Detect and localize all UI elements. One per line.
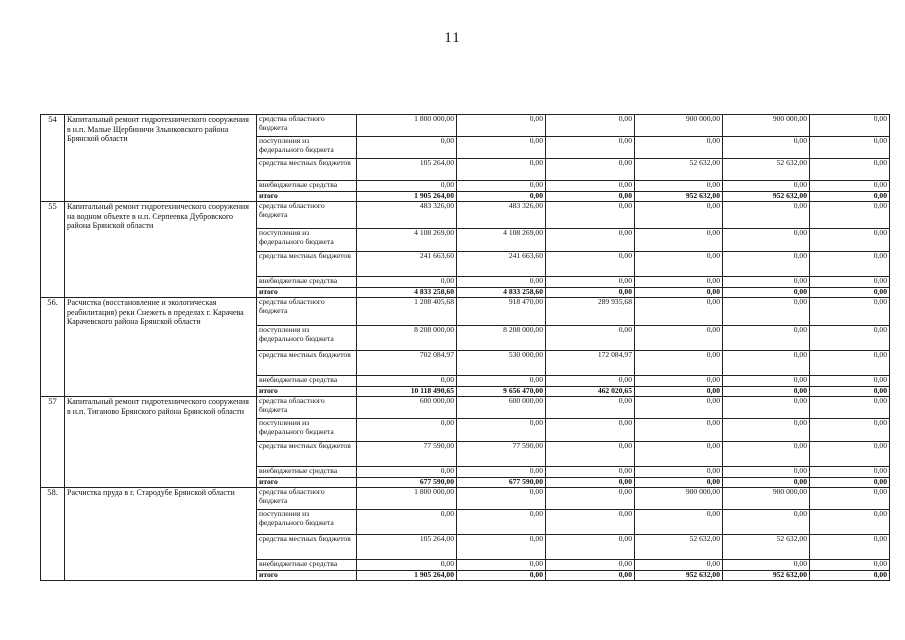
budget-table bbox=[40, 114, 890, 581]
amount-cell: 677 590,00 bbox=[457, 478, 546, 488]
funding-source: внебюджетные средства bbox=[257, 376, 357, 387]
funding-source: поступления из федерального бюджета bbox=[257, 326, 357, 351]
amount-cell: 0,00 bbox=[357, 181, 457, 192]
amount-cell: 241 663,60 bbox=[357, 252, 457, 277]
amount-cell: 0,00 bbox=[723, 376, 810, 387]
table-row bbox=[41, 115, 890, 137]
funding-source: внебюджетные средства bbox=[257, 277, 357, 288]
amount-cell: 900 000,00 bbox=[723, 115, 810, 137]
amount-cell: 0,00 bbox=[357, 467, 457, 478]
project-number: 56. bbox=[41, 298, 65, 397]
amount-cell: 0,00 bbox=[723, 419, 810, 442]
page-number: 11 bbox=[444, 30, 461, 46]
amount-cell: 1 905 264,00 bbox=[357, 192, 457, 202]
amount-cell: 0,00 bbox=[723, 442, 810, 467]
amount-cell: 0,00 bbox=[635, 277, 723, 288]
amount-cell: 52 632,00 bbox=[635, 535, 723, 560]
amount-cell: 0,00 bbox=[546, 419, 635, 442]
amount-cell: 0,00 bbox=[635, 298, 723, 326]
funding-source: итого bbox=[257, 387, 357, 397]
amount-cell: 0,00 bbox=[635, 478, 723, 488]
amount-cell: 0,00 bbox=[457, 159, 546, 181]
funding-source: средства местных бюджетов bbox=[257, 351, 357, 376]
amount-cell: 952 632,00 bbox=[635, 192, 723, 202]
amount-cell: 0,00 bbox=[546, 252, 635, 277]
project-number: 57 bbox=[41, 397, 65, 488]
amount-cell: 0,00 bbox=[723, 288, 810, 298]
amount-cell: 918 470,00 bbox=[457, 298, 546, 326]
amount-cell: 0,00 bbox=[810, 571, 890, 581]
project-number: 55 bbox=[41, 202, 65, 298]
amount-cell: 0,00 bbox=[723, 397, 810, 419]
funding-source: итого bbox=[257, 288, 357, 298]
amount-cell: 0,00 bbox=[546, 137, 635, 159]
amount-cell: 1 905 264,00 bbox=[357, 571, 457, 581]
amount-cell: 0,00 bbox=[810, 387, 890, 397]
funding-source: поступления из федерального бюджета bbox=[257, 229, 357, 252]
amount-cell: 1 800 000,00 bbox=[357, 115, 457, 137]
amount-cell: 8 208 000,00 bbox=[357, 326, 457, 351]
amount-cell: 900 000,00 bbox=[723, 488, 810, 510]
amount-cell: 4 833 258,60 bbox=[357, 288, 457, 298]
amount-cell: 0,00 bbox=[546, 467, 635, 478]
amount-cell: 0,00 bbox=[723, 277, 810, 288]
amount-cell: 0,00 bbox=[546, 442, 635, 467]
amount-cell: 0,00 bbox=[357, 137, 457, 159]
amount-cell: 52 632,00 bbox=[723, 535, 810, 560]
amount-cell: 0,00 bbox=[635, 252, 723, 277]
amount-cell: 0,00 bbox=[635, 442, 723, 467]
amount-cell: 0,00 bbox=[723, 510, 810, 535]
funding-source: средства областного бюджета bbox=[257, 202, 357, 229]
amount-cell: 0,00 bbox=[635, 351, 723, 376]
amount-cell: 483 326,00 bbox=[457, 202, 546, 229]
funding-source: средства областного бюджета bbox=[257, 298, 357, 326]
funding-source: итого bbox=[257, 571, 357, 581]
funding-source: внебюджетные средства bbox=[257, 467, 357, 478]
amount-cell: 105 264,00 bbox=[357, 159, 457, 181]
amount-cell: 0,00 bbox=[457, 277, 546, 288]
funding-source: поступления из федерального бюджета bbox=[257, 419, 357, 442]
amount-cell: 0,00 bbox=[810, 288, 890, 298]
amount-cell: 0,00 bbox=[546, 181, 635, 192]
amount-cell: 8 208 000,00 bbox=[457, 326, 546, 351]
amount-cell: 0,00 bbox=[635, 387, 723, 397]
amount-cell: 0,00 bbox=[723, 181, 810, 192]
amount-cell: 0,00 bbox=[457, 467, 546, 478]
amount-cell: 0,00 bbox=[810, 229, 890, 252]
project-title: Капитальный ремонт гидротехнического сооружения на водном объекте в н.п. Серпеевка Дубровского района Брянской области bbox=[65, 202, 257, 298]
amount-cell: 0,00 bbox=[810, 535, 890, 560]
amount-cell: 0,00 bbox=[810, 419, 890, 442]
amount-cell: 483 326,00 bbox=[357, 202, 457, 229]
amount-cell: 0,00 bbox=[457, 571, 546, 581]
funding-source: средства местных бюджетов bbox=[257, 252, 357, 277]
project-title: Расчистка пруда в г. Стародубе Брянской области bbox=[65, 488, 257, 581]
amount-cell: 0,00 bbox=[723, 137, 810, 159]
amount-cell: 0,00 bbox=[810, 137, 890, 159]
amount-cell: 0,00 bbox=[546, 488, 635, 510]
amount-cell: 77 590,00 bbox=[457, 442, 546, 467]
amount-cell: 600 000,00 bbox=[357, 397, 457, 419]
amount-cell: 0,00 bbox=[546, 229, 635, 252]
amount-cell: 0,00 bbox=[635, 467, 723, 478]
amount-cell: 0,00 bbox=[457, 115, 546, 137]
amount-cell: 0,00 bbox=[357, 419, 457, 442]
amount-cell: 0,00 bbox=[635, 137, 723, 159]
funding-source: средства местных бюджетов bbox=[257, 159, 357, 181]
amount-cell: 0,00 bbox=[810, 351, 890, 376]
amount-cell: 0,00 bbox=[457, 137, 546, 159]
amount-cell: 0,00 bbox=[546, 326, 635, 351]
project-title: Капитальный ремонт гидротехнического сооружения в н.п. Тиганово Брянского района Брянской области bbox=[65, 397, 257, 488]
amount-cell: 0,00 bbox=[810, 192, 890, 202]
funding-source: средства местных бюджетов bbox=[257, 535, 357, 560]
project-number: 58. bbox=[41, 488, 65, 581]
funding-source: средства местных бюджетов bbox=[257, 442, 357, 467]
funding-source: итого bbox=[257, 478, 357, 488]
amount-cell: 0,00 bbox=[810, 397, 890, 419]
amount-cell: 952 632,00 bbox=[723, 192, 810, 202]
amount-cell: 52 632,00 bbox=[635, 159, 723, 181]
amount-cell: 0,00 bbox=[635, 376, 723, 387]
amount-cell: 4 833 258,60 bbox=[457, 288, 546, 298]
amount-cell: 0,00 bbox=[723, 387, 810, 397]
amount-cell: 9 656 470,00 bbox=[457, 387, 546, 397]
amount-cell: 462 020,65 bbox=[546, 387, 635, 397]
amount-cell: 0,00 bbox=[723, 229, 810, 252]
amount-cell: 600 000,00 bbox=[457, 397, 546, 419]
funding-source: средства областного бюджета bbox=[257, 488, 357, 510]
amount-cell: 0,00 bbox=[357, 277, 457, 288]
amount-cell: 0,00 bbox=[810, 159, 890, 181]
amount-cell: 0,00 bbox=[635, 510, 723, 535]
amount-cell: 0,00 bbox=[723, 467, 810, 478]
funding-source: итого bbox=[257, 192, 357, 202]
funding-source: поступления из федерального бюджета bbox=[257, 137, 357, 159]
amount-cell: 0,00 bbox=[357, 510, 457, 535]
amount-cell: 0,00 bbox=[810, 298, 890, 326]
amount-cell: 0,00 bbox=[723, 252, 810, 277]
table-row bbox=[41, 298, 890, 326]
amount-cell: 0,00 bbox=[546, 478, 635, 488]
amount-cell: 0,00 bbox=[635, 229, 723, 252]
amount-cell: 0,00 bbox=[810, 478, 890, 488]
funding-source: поступления из федерального бюджета bbox=[257, 510, 357, 535]
amount-cell: 0,00 bbox=[635, 202, 723, 229]
amount-cell: 0,00 bbox=[810, 376, 890, 387]
funding-source: внебюджетные средства bbox=[257, 181, 357, 192]
amount-cell: 530 000,00 bbox=[457, 351, 546, 376]
project-title: Капитальный ремонт гидротехнического сооружения в н.п. Малые Щербиничи Злынковского района Брянской области bbox=[65, 115, 257, 202]
amount-cell: 0,00 bbox=[457, 192, 546, 202]
amount-cell: 0,00 bbox=[723, 298, 810, 326]
amount-cell: 900 000,00 bbox=[635, 488, 723, 510]
amount-cell: 0,00 bbox=[357, 376, 457, 387]
amount-cell: 0,00 bbox=[723, 202, 810, 229]
table-row bbox=[41, 202, 890, 229]
amount-cell: 0,00 bbox=[810, 277, 890, 288]
amount-cell: 0,00 bbox=[357, 560, 457, 571]
amount-cell: 677 590,00 bbox=[357, 478, 457, 488]
amount-cell: 0,00 bbox=[546, 571, 635, 581]
amount-cell: 0,00 bbox=[635, 326, 723, 351]
amount-cell: 0,00 bbox=[457, 419, 546, 442]
amount-cell: 0,00 bbox=[457, 510, 546, 535]
amount-cell: 0,00 bbox=[635, 560, 723, 571]
amount-cell: 0,00 bbox=[546, 535, 635, 560]
table-row bbox=[41, 397, 890, 419]
amount-cell: 1 800 000,00 bbox=[357, 488, 457, 510]
amount-cell: 0,00 bbox=[810, 115, 890, 137]
amount-cell: 0,00 bbox=[810, 326, 890, 351]
amount-cell: 10 118 490,65 bbox=[357, 387, 457, 397]
amount-cell: 0,00 bbox=[810, 252, 890, 277]
amount-cell: 0,00 bbox=[810, 467, 890, 478]
funding-source: внебюджетные средства bbox=[257, 560, 357, 571]
amount-cell: 0,00 bbox=[810, 442, 890, 467]
amount-cell: 0,00 bbox=[457, 560, 546, 571]
funding-source: средства областного бюджета bbox=[257, 397, 357, 419]
amount-cell: 0,00 bbox=[635, 288, 723, 298]
funding-source: средства областного бюджета bbox=[257, 115, 357, 137]
project-title: Расчистка (восстановление и экологическая реабилитация) реки Снежеть в пределах г. Карачева Карачевского района Брянской области bbox=[65, 298, 257, 397]
amount-cell: 289 935,68 bbox=[546, 298, 635, 326]
amount-cell: 0,00 bbox=[546, 277, 635, 288]
amount-cell: 1 208 405,68 bbox=[357, 298, 457, 326]
amount-cell: 0,00 bbox=[546, 376, 635, 387]
amount-cell: 0,00 bbox=[723, 560, 810, 571]
amount-cell: 0,00 bbox=[635, 419, 723, 442]
amount-cell: 77 590,00 bbox=[357, 442, 457, 467]
amount-cell: 0,00 bbox=[546, 192, 635, 202]
amount-cell: 172 084,97 bbox=[546, 351, 635, 376]
amount-cell: 4 108 269,00 bbox=[457, 229, 546, 252]
amount-cell: 0,00 bbox=[546, 510, 635, 535]
amount-cell: 0,00 bbox=[546, 288, 635, 298]
amount-cell: 0,00 bbox=[457, 376, 546, 387]
amount-cell: 105 264,00 bbox=[357, 535, 457, 560]
amount-cell: 241 663,60 bbox=[457, 252, 546, 277]
amount-cell: 0,00 bbox=[723, 326, 810, 351]
amount-cell: 0,00 bbox=[546, 397, 635, 419]
amount-cell: 4 108 269,00 bbox=[357, 229, 457, 252]
amount-cell: 0,00 bbox=[723, 478, 810, 488]
amount-cell: 0,00 bbox=[457, 535, 546, 560]
amount-cell: 0,00 bbox=[810, 510, 890, 535]
project-number: 54 bbox=[41, 115, 65, 202]
amount-cell: 0,00 bbox=[546, 560, 635, 571]
amount-cell: 0,00 bbox=[810, 181, 890, 192]
amount-cell: 952 632,00 bbox=[723, 571, 810, 581]
amount-cell: 0,00 bbox=[635, 181, 723, 192]
amount-cell: 952 632,00 bbox=[635, 571, 723, 581]
amount-cell: 52 632,00 bbox=[723, 159, 810, 181]
amount-cell: 0,00 bbox=[723, 351, 810, 376]
amount-cell: 0,00 bbox=[546, 115, 635, 137]
amount-cell: 0,00 bbox=[810, 202, 890, 229]
amount-cell: 0,00 bbox=[546, 202, 635, 229]
amount-cell: 0,00 bbox=[457, 488, 546, 510]
amount-cell: 0,00 bbox=[457, 181, 546, 192]
amount-cell: 900 000,00 bbox=[635, 115, 723, 137]
amount-cell: 0,00 bbox=[546, 159, 635, 181]
amount-cell: 0,00 bbox=[810, 488, 890, 510]
table-row bbox=[41, 488, 890, 510]
amount-cell: 0,00 bbox=[810, 560, 890, 571]
amount-cell: 702 084,97 bbox=[357, 351, 457, 376]
amount-cell: 0,00 bbox=[635, 397, 723, 419]
